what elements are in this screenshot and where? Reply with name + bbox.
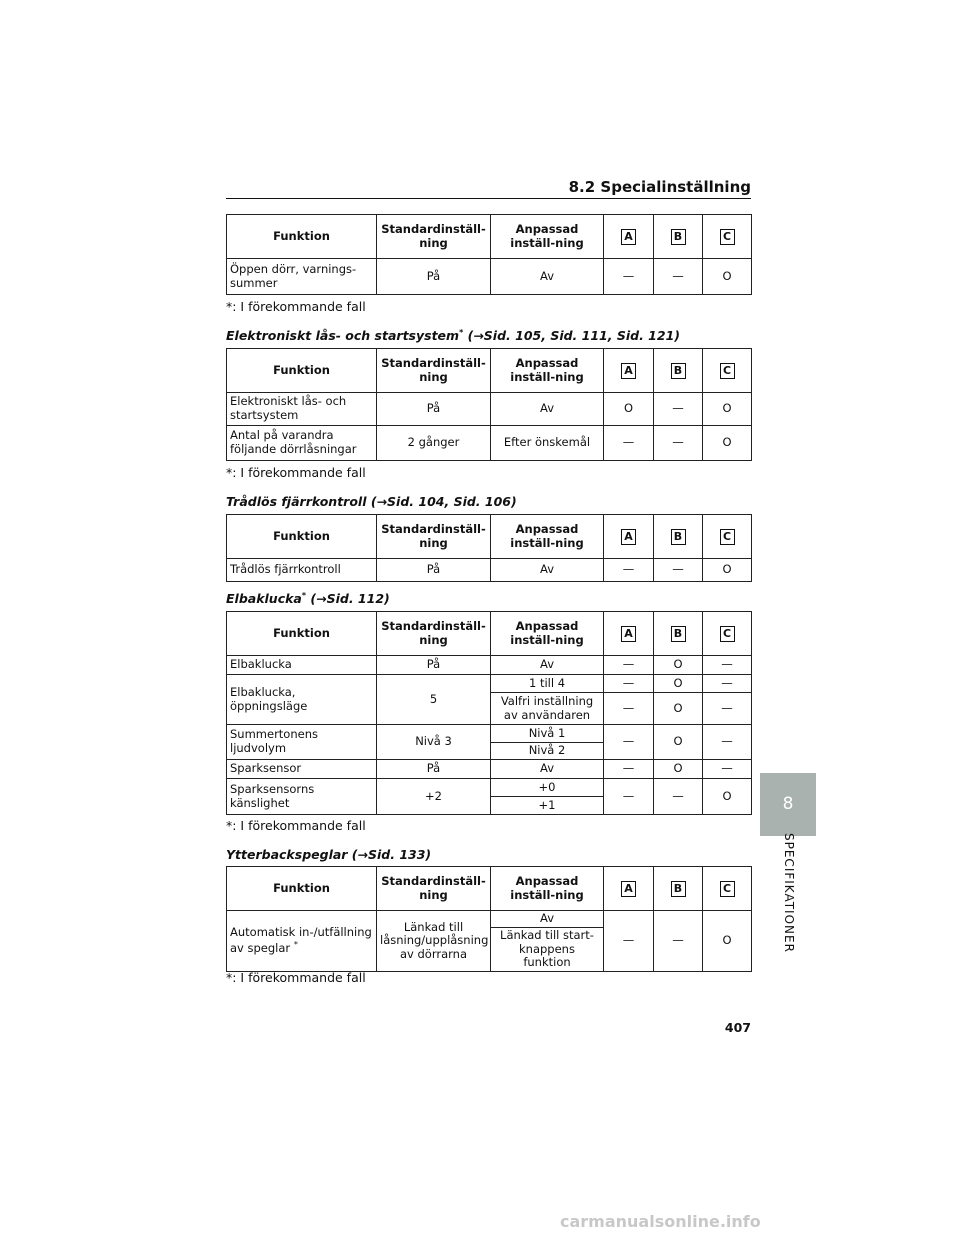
col-a-box: A [621, 529, 636, 545]
chapter-side-label: SPECIFIKATIONER [782, 833, 796, 953]
table-row: Summertonens ljudvolym Nivå 3 Nivå 1 — O — [227, 725, 752, 743]
page-number: 407 [724, 1020, 751, 1035]
col-a-box: A [621, 363, 636, 379]
col-anpassad: Anpassad inställ-ning [491, 515, 604, 559]
col-c-box: C [720, 626, 735, 642]
footnote: *: I förekommande fall [226, 818, 366, 833]
col-standard: Standardinställ-ning [377, 349, 491, 393]
col-b-box: B [671, 881, 686, 897]
col-standard: Standardinställ-ning [377, 515, 491, 559]
table-mirrors [226, 866, 751, 972]
header-rule [226, 198, 751, 199]
col-a-box: A [621, 229, 636, 245]
section-title-lock: Elektroniskt lås- och startsystem* (→Sid. 105, Sid. 111, Sid. 121) [226, 328, 680, 344]
table-row: Sparksensor På Av — O — [227, 760, 752, 779]
col-standard: Standardinställ-ning [377, 867, 491, 911]
col-a-box: A [621, 881, 636, 897]
table-row: Automatisk in-/utfällning av speglar * Länkad till låsning/upplåsning av dörrarna Av — — O [227, 911, 752, 928]
col-anpassad: Anpassad inställ-ning [491, 612, 604, 656]
col-c-box: C [720, 229, 735, 245]
col-anpassad: Anpassad inställ-ning [491, 867, 604, 911]
chapter-tab: 8 [760, 773, 816, 836]
table-row: Elbaklucka, öppningsläge 5 1 till 4 — O — [227, 675, 752, 693]
table-row: Antal på varandra följande dörrlåsningar 2 gånger Efter önskemål — — O [227, 426, 752, 461]
table-open-door [226, 214, 751, 295]
table-row: Elektroniskt lås- och startsystem På Av O — O [227, 393, 752, 426]
table-row: Trådlös fjärrkontroll På Av — — O [227, 559, 752, 582]
footnote: *: I förekommande fall [226, 465, 366, 480]
table-tailgate [226, 611, 751, 815]
col-b-box: B [671, 229, 686, 245]
col-c-box: C [720, 881, 735, 897]
table-remote [226, 514, 751, 582]
footnote: *: I förekommande fall [226, 299, 366, 314]
col-anpassad: Anpassad inställ-ning [491, 349, 604, 393]
col-a-box: A [621, 626, 636, 642]
table-lock-start [226, 348, 751, 461]
col-anpassad: Anpassad inställ-ning [491, 215, 604, 259]
table-row: Öppen dörr, varnings-summer På Av — — O [227, 259, 752, 295]
col-c-box: C [720, 529, 735, 545]
table-row: +1 [227, 797, 752, 815]
col-funktion: Funktion [227, 215, 377, 259]
section-title-mirrors: Ytterbackspeglar (→Sid. 133) [226, 847, 432, 862]
table-row: Nivå 2 [227, 743, 752, 760]
section-title-tailgate: Elbaklucka* (→Sid. 112) [226, 591, 390, 607]
col-standard: Standardinställ-ning [377, 215, 491, 259]
table-row: Valfri inställning av användaren — O — [227, 693, 752, 725]
col-funktion: Funktion [227, 515, 377, 559]
col-c-box: C [720, 363, 735, 379]
col-funktion: Funktion [227, 349, 377, 393]
col-b-box: B [671, 363, 686, 379]
col-b-box: B [671, 626, 686, 642]
table-row: Elbaklucka På Av — O — [227, 656, 752, 675]
footnote: *: I förekommande fall [226, 970, 366, 985]
watermark: carmanualsonline.info [560, 1212, 761, 1231]
col-funktion: Funktion [227, 612, 377, 656]
page-header-title: 8.2 Specialinställning [568, 178, 751, 196]
table-row: Länkad till start-knappens funktion [227, 928, 752, 972]
col-funktion: Funktion [227, 867, 377, 911]
section-title-remote: Trådlös fjärrkontroll (→Sid. 104, Sid. 106) [226, 494, 517, 509]
col-standard: Standardinställ-ning [377, 612, 491, 656]
col-b-box: B [671, 529, 686, 545]
table-row: Sparksensorns känslighet +2 +0 — — O [227, 779, 752, 797]
